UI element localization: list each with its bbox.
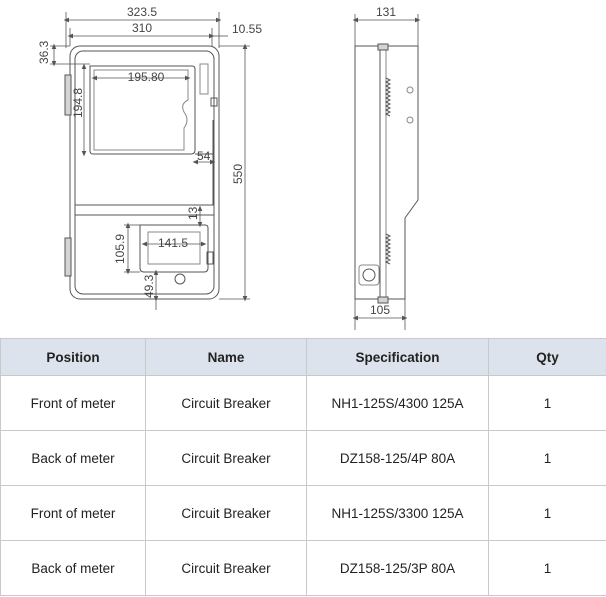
cell-qty: 1 xyxy=(489,486,606,541)
cell-qty: 1 xyxy=(489,376,606,431)
dim-overall-height: 550 xyxy=(231,163,245,184)
left-terminal-lower xyxy=(65,238,71,276)
dim-breaker-width: 141.5 xyxy=(157,236,189,250)
cell-qty: 1 xyxy=(489,541,606,596)
dim-window-width: 195.80 xyxy=(127,70,165,84)
side-view xyxy=(355,44,418,303)
cell-position: Front of meter xyxy=(1,376,146,431)
dim-side-offset: 10.55 xyxy=(232,22,263,36)
dim-bottom-margin: 49.3 xyxy=(142,274,156,298)
dim-inner-width: 310 xyxy=(131,21,153,35)
dim-lower-gap: 13 xyxy=(186,206,200,220)
cell-position: Front of meter xyxy=(1,486,146,541)
header-name: Name xyxy=(146,339,307,376)
dim-window-height: 194.8 xyxy=(71,87,85,118)
cell-spec: NH1-125S/3300 125A xyxy=(307,486,489,541)
front-dimensions xyxy=(50,12,250,310)
side-top-cap xyxy=(378,44,388,50)
cell-position: Back of meter xyxy=(1,431,146,486)
cell-spec: DZ158-125/3P 80A xyxy=(307,541,489,596)
cell-name: Circuit Breaker xyxy=(146,431,307,486)
dim-depth-bottom: 105 xyxy=(369,303,391,317)
cell-spec: DZ158-125/4P 80A xyxy=(307,431,489,486)
side-mount-hole xyxy=(363,269,375,281)
table-row xyxy=(1,486,606,541)
header-qty: Qty xyxy=(489,339,606,376)
table-row xyxy=(1,431,606,486)
dim-overall-width: 323.5 xyxy=(126,5,158,19)
table-row xyxy=(1,541,606,596)
side-hinge-upper xyxy=(386,78,390,116)
cell-position: Back of meter xyxy=(1,541,146,596)
dim-window-right-gap: 54 xyxy=(197,149,211,163)
cell-name: Circuit Breaker xyxy=(146,376,307,431)
cell-qty: 1 xyxy=(489,431,606,486)
cell-spec: NH1-125S/4300 125A xyxy=(307,376,489,431)
enclosure-inner-outline xyxy=(75,51,214,294)
cell-name: Circuit Breaker xyxy=(146,541,307,596)
header-position: Position xyxy=(1,339,146,376)
table-row xyxy=(1,376,606,431)
specification-table xyxy=(0,338,606,596)
breaker-knob xyxy=(175,274,185,284)
dim-top-margin: 36.3 xyxy=(37,40,51,64)
dim-breaker-height: 105.9 xyxy=(113,233,127,264)
dim-depth-top: 131 xyxy=(375,5,397,19)
table-header-row xyxy=(1,339,606,376)
upper-right-slot xyxy=(200,64,208,94)
side-hinge-lower xyxy=(386,234,390,264)
header-specification: Specification xyxy=(307,339,489,376)
cell-name: Circuit Breaker xyxy=(146,486,307,541)
